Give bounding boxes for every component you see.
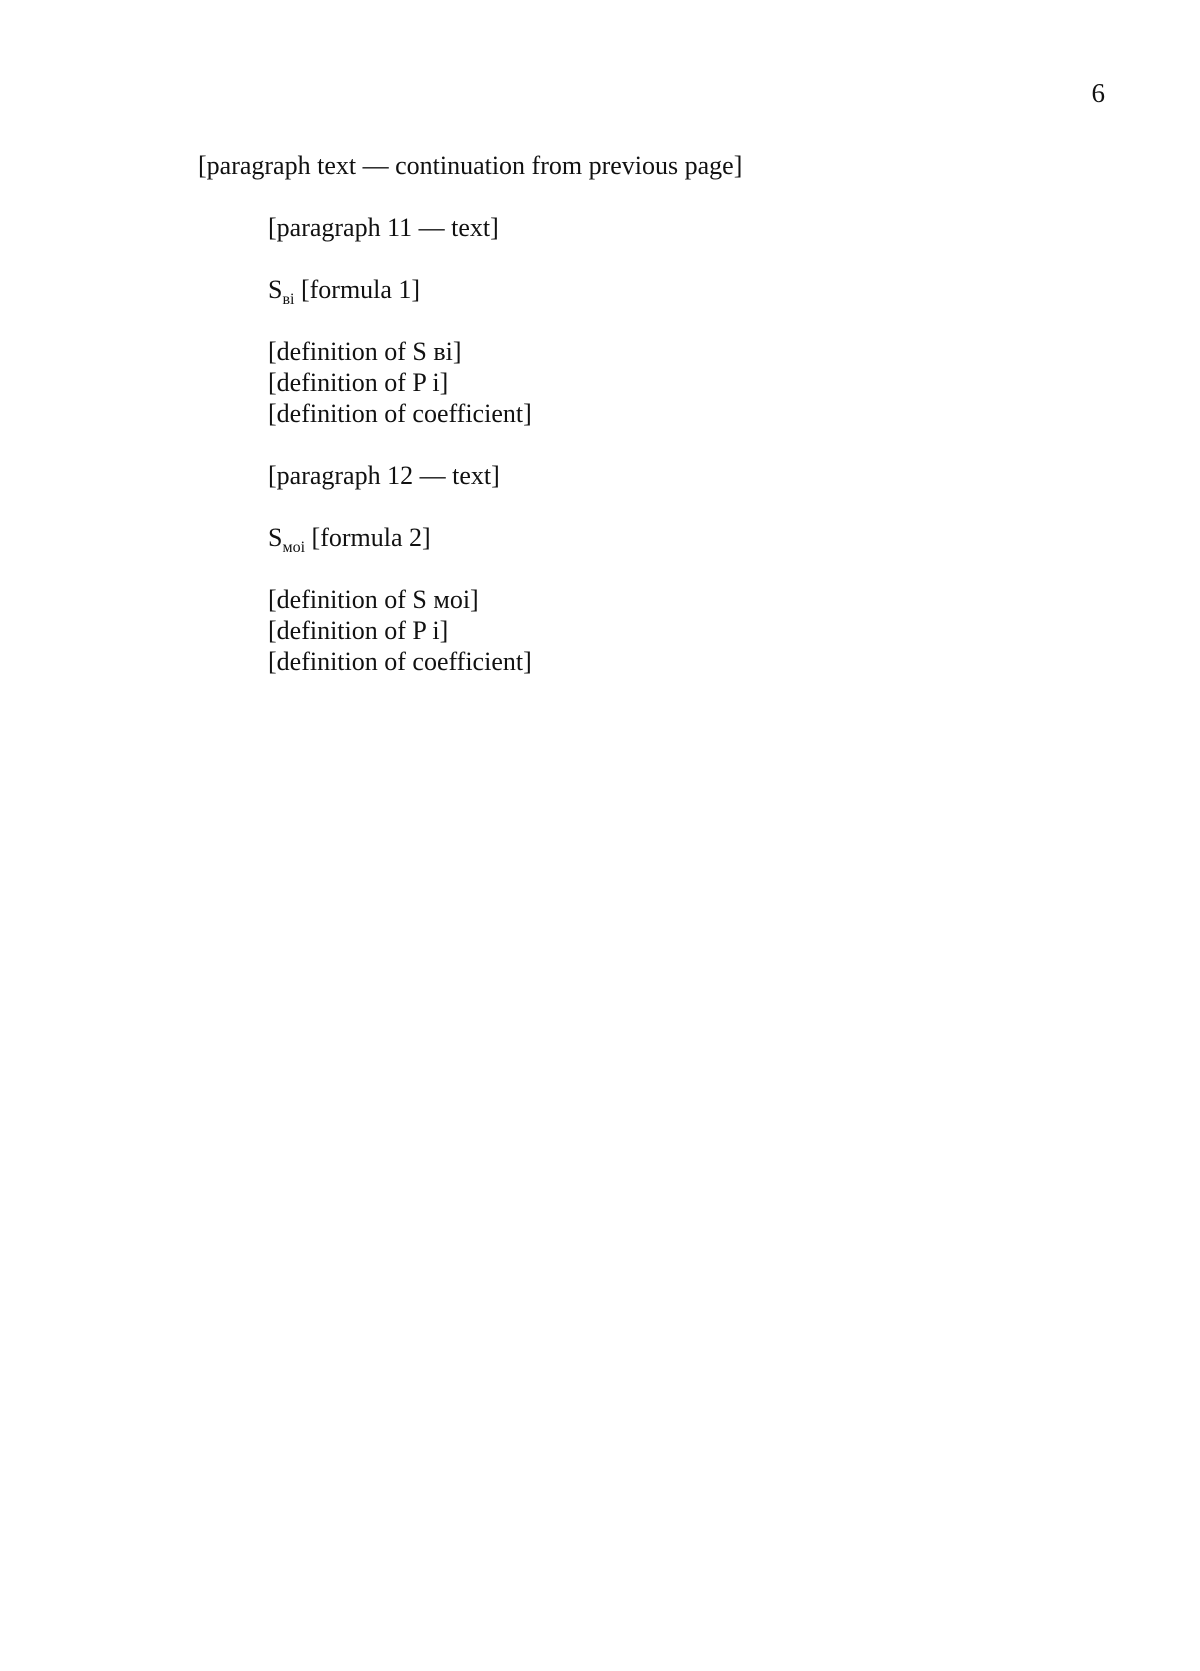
paragraph-gap (198, 491, 1105, 522)
formula-lhs: S (268, 523, 283, 552)
paragraph: [definition of S вi] (268, 337, 462, 366)
paragraph-gap (198, 553, 1105, 584)
paragraph-gap (198, 429, 1105, 460)
formula-lhs-subscript: вi (282, 291, 295, 309)
paragraph: [paragraph 12 — text] (268, 461, 500, 490)
formula-rhs: [formula 1] (300, 275, 421, 304)
formula-lhs-subscript: моi (282, 539, 306, 557)
paragraph: [definition of S моi] (268, 585, 479, 614)
paragraph: [definition of coefficient] (268, 399, 532, 428)
paragraph: [definition of P i] (268, 368, 449, 397)
paragraph: [definition of P i] (268, 616, 449, 645)
formula-lhs: S (268, 275, 283, 304)
paragraph: [paragraph 11 — text] (268, 213, 499, 242)
paragraph-gap (198, 305, 1105, 336)
formula (268, 274, 1105, 309)
page-number: 6 (1091, 78, 1105, 108)
paragraph: [definition of coefficient] (268, 647, 532, 676)
formula-rhs: [formula 2] (311, 523, 431, 552)
paragraph-gap (198, 181, 1105, 212)
paragraph: [paragraph text — continuation from previous page] (198, 151, 743, 180)
paragraph-gap (198, 243, 1105, 274)
formula (268, 522, 1105, 557)
